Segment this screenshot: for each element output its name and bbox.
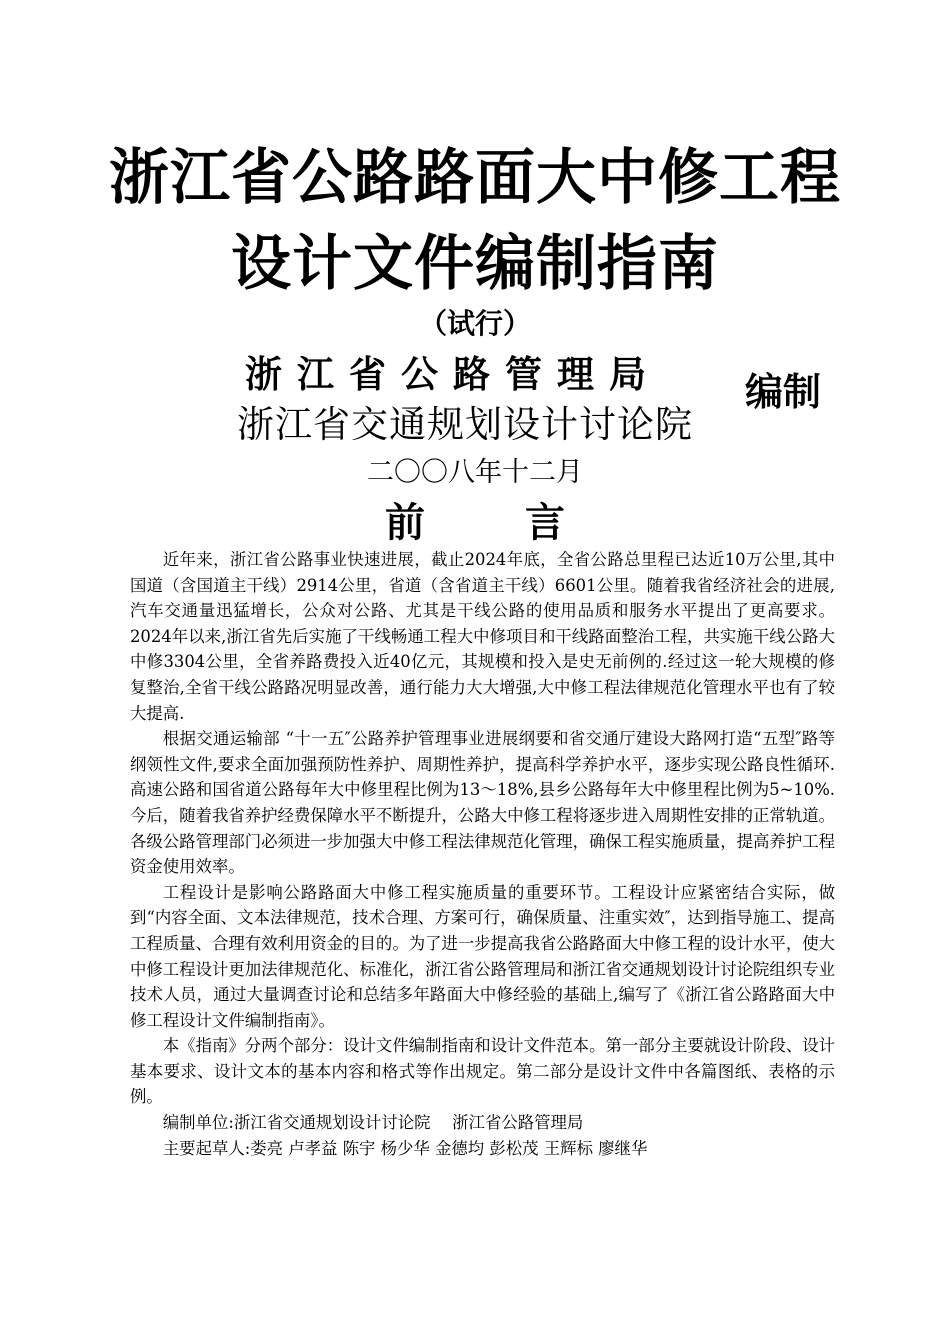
- drafters-line: 主要起草人:娄亮 卢孝益 陈宇 杨少华 金德均 彭松茂 王辉标 廖继华: [162, 1138, 648, 1158]
- preface-paragraph: 近年来，浙江省公路事业快速进展，截止2024年底，全省公路总里程已达近10万公里,其中国道（含国道主干线）2914公里，省道（含省道主干线）6601公里。随着我省经济社会的进展,汽车交通量迅猛增长，公众对公路、尤其是干线公路的使用品质和服务水平提出了更高要求。2024年以来,浙江省先后实施了干线畅通工程大中修项目和干线路面整治工程，共实施干线公路大中修3304公里，全省养路费投入近40亿元，其规模和投入是史无前例的.经过这一轮大规模的修复整治,全省干线公路路况明显改善，通行能力大大增强,大中修工程法律规范化管理水平也有了较大提高.: [130, 550, 835, 723]
- preface-heading: [0, 498, 950, 548]
- preface-body: [130, 547, 835, 1161]
- organization-2: 浙江省交通规划设计讨论院: [237, 403, 693, 446]
- preface-paragraph: 根据交通运输部 “十一五″公路养护管理事业进展纲要和省交通厅建设大路网打造“五型″路等纲领性文件,要求全面加强预防性养护、周期性养护，提高科学养护水平，逐步实现公路良性循环.高速公路和国省道公路每年大中修里程比例为13～18%,县乡公路每年大中修里程比例为5~10%.今后，随着我省养护经费保障水平不断提升，公路大中修工程将逐步进入周期性安排的正常轨道。各级公路管理部门必须进一步加强大中修工程法律规范化管理，确保工程实施质量，提高养护工程资金使用效率。: [130, 729, 835, 877]
- preface-heading-right: 言: [525, 500, 565, 546]
- document-title-line-1: 浙江省公路路面大中修工程: [109, 143, 841, 213]
- organization-1: 浙江省公路管理局: [245, 353, 661, 396]
- preface-heading-left: 前: [385, 500, 425, 546]
- compile-label: 编制: [745, 370, 822, 414]
- document-title-line-2: 设计文件编制指南: [231, 229, 719, 299]
- compiler-unit-line: 编制单位:浙江省交通规划设计讨论院 浙江省公路管理局: [162, 1113, 584, 1133]
- preface-paragraph: 本《指南》分两个部分：设计文件编制指南和设计文件范本。第一部分主要就设计阶段、设计基本要求、设计文本的基本内容和格式等作出规定。第二部分是设计文件中各篇图纸、表格的示例。: [130, 1036, 835, 1107]
- preface-paragraph: 工程设计是影响公路路面大中修工程实施质量的重要环节。工程设计应紧密结合实际，做到“内容全面、文本法律规范，技术合理、方案可行，确保质量、注重实效″，达到指导施工、提高工程质量、合理有效利用资金的目的。为了进一步提高我省公路路面大中修工程的设计水平，使大中修工程设计更加法律规范化、标准化，浙江省公路管理局和浙江省交通规划设计讨论院组织专业技术人员，通过大量调查讨论和总结多年路面大中修经验的基础上,编写了《浙江省公路路面大中修工程设计文件编制指南》。: [130, 882, 835, 1030]
- document-subtitle: （试行）: [418, 307, 531, 340]
- document-date: 二〇〇八年十二月: [367, 457, 583, 488]
